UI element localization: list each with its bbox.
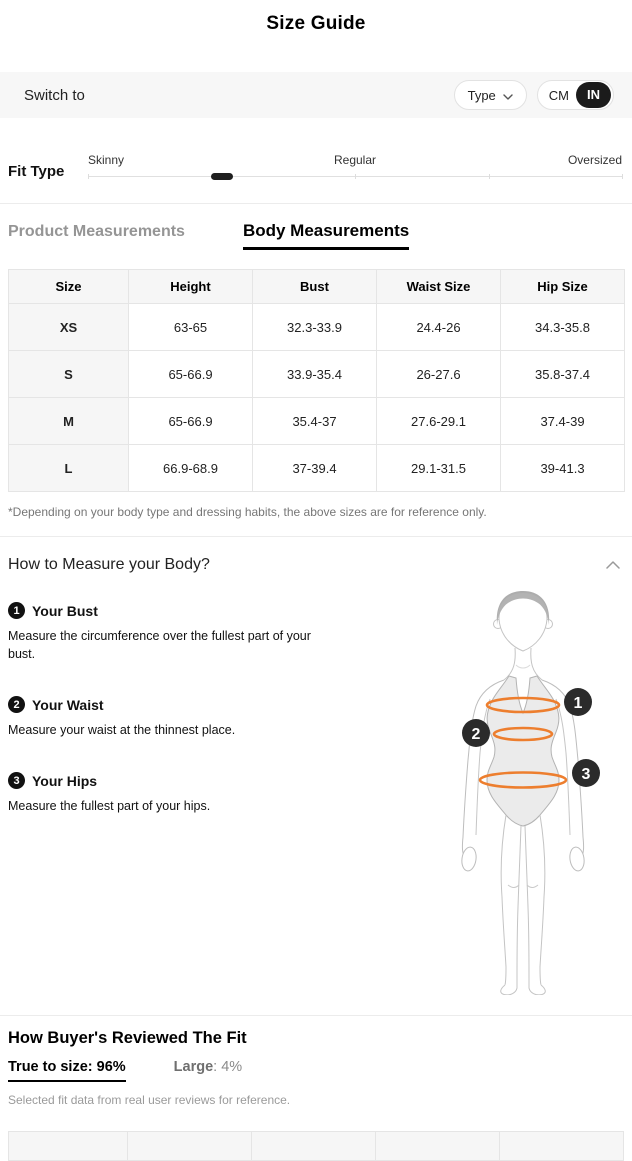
value-cell: 24.4-26 [377, 304, 501, 351]
svg-text:1: 1 [573, 695, 583, 712]
size-table-footnote: *Depending on your body type and dressing habits, the above sizes are for reference only. [8, 505, 487, 519]
figure-badge-2 [462, 719, 490, 747]
column-header-bust: Bust [253, 270, 377, 304]
body-figure-svg [446, 589, 624, 995]
value-cell: 37.4-39 [501, 398, 625, 445]
stat-large: Large: 4% [173, 1059, 243, 1075]
value-cell: 63-65 [129, 304, 253, 351]
value-cell: 39-41.3 [501, 445, 625, 492]
clipped-bottom-table [8, 1131, 624, 1161]
size-table-header-row [9, 270, 625, 304]
type-dropdown-button[interactable] [454, 80, 527, 110]
size-table [8, 269, 625, 492]
svg-text:2: 2 [471, 726, 481, 743]
value-cell: 66.9-68.9 [129, 445, 253, 492]
value-cell: 35.8-37.4 [501, 351, 625, 398]
value-cell: 65-66.9 [129, 398, 253, 445]
value-cell: 27.6-29.1 [377, 398, 501, 445]
fit-slider-tick [355, 174, 356, 179]
value-cell: 33.9-35.4 [253, 351, 377, 398]
value-cell: 32.3-33.9 [253, 304, 377, 351]
step-1-badge: 1 [8, 602, 25, 619]
figure-badge-3 [572, 759, 600, 787]
column-header-size: Size [9, 270, 129, 304]
measure-item-hips [8, 772, 430, 815]
measure-item-description: Measure the circumference over the fullest part of your bust. [8, 629, 311, 662]
tab-product-measurements[interactable]: Product Measurements [8, 223, 185, 240]
chevron-up-icon [606, 556, 620, 574]
svg-text:3: 3 [581, 766, 591, 783]
value-cell: 29.1-31.5 [377, 445, 501, 492]
column-header-hip: Hip Size [501, 270, 625, 304]
clipped-table-cell [500, 1131, 624, 1161]
value-cell: 26-27.6 [377, 351, 501, 398]
measurement-tabs [8, 221, 624, 250]
page-title: Size Guide [266, 13, 366, 34]
table-row [9, 398, 625, 445]
value-cell: 34.3-35.8 [501, 304, 625, 351]
fit-type-section [0, 153, 632, 181]
switch-to-label: Switch to [24, 86, 85, 104]
step-2-badge: 2 [8, 696, 25, 713]
fit-option-oversized: Oversized [567, 153, 622, 167]
measure-item-title: Your Bust [32, 602, 98, 619]
measure-section-title: How to Measure your Body? [8, 556, 210, 573]
clipped-table-cell [8, 1131, 128, 1161]
fit-slider-track[interactable] [88, 173, 622, 181]
section-divider [0, 203, 632, 204]
table-row [9, 351, 625, 398]
measure-item-title: Your Hips [32, 772, 98, 789]
type-dropdown-label: Type [467, 87, 496, 103]
fit-type-options [88, 153, 622, 168]
unit-option-cm[interactable]: CM [548, 87, 569, 103]
switch-controls [454, 80, 614, 110]
size-cell: L [9, 445, 129, 492]
measure-item-description: Measure the fullest part of your hips. [8, 799, 211, 814]
value-cell: 35.4-37 [253, 398, 377, 445]
measure-item-description: Measure your waist at the thinnest place. [8, 723, 236, 738]
fit-option-skinny: Skinny [88, 153, 125, 167]
section-divider [0, 1015, 632, 1016]
fit-slider-handle[interactable] [211, 173, 233, 180]
size-cell: XS [9, 304, 129, 351]
value-cell: 65-66.9 [129, 351, 253, 398]
table-row [9, 304, 625, 351]
fit-type-slider[interactable] [88, 153, 622, 181]
figure-badge-1 [564, 688, 592, 716]
fit-type-label: Fit Type [8, 163, 65, 180]
column-header-waist: Waist Size [377, 270, 501, 304]
measure-item-bust [8, 602, 430, 663]
table-row [9, 445, 625, 492]
value-cell: 37-39.4 [253, 445, 377, 492]
fit-slider-tick [489, 174, 490, 179]
unit-option-in-selected[interactable]: IN [576, 82, 611, 108]
chevron-down-icon [503, 88, 513, 103]
measure-instructions [8, 578, 446, 1000]
fit-slider-tick [88, 174, 89, 179]
section-divider [0, 536, 632, 537]
column-header-height: Height [129, 270, 253, 304]
stat-true-to-size: True to size: 96% [8, 1059, 126, 1082]
step-3-badge: 3 [8, 772, 25, 789]
tab-body-measurements[interactable]: Body Measurements [243, 221, 409, 250]
measure-section-body [0, 578, 632, 1000]
clipped-table-cell [376, 1131, 500, 1161]
size-cell: S [9, 351, 129, 398]
measure-item-title: Your Waist [32, 696, 104, 713]
measure-item-waist [8, 696, 430, 739]
body-measurement-illustration [446, 589, 624, 1000]
clipped-table-cell [252, 1131, 376, 1161]
review-note: Selected fit data from real user reviews for reference. [8, 1093, 291, 1107]
clipped-table-cell [128, 1131, 252, 1161]
unit-toggle[interactable] [537, 80, 614, 110]
switch-bar [0, 72, 632, 118]
review-section-title: How Buyer's Reviewed The Fit [8, 1029, 247, 1047]
fit-review-stats [8, 1059, 624, 1082]
fit-slider-tick [622, 174, 623, 179]
collapse-section-button[interactable] [602, 552, 624, 578]
measure-section-header[interactable] [8, 552, 624, 578]
size-cell: M [9, 398, 129, 445]
fit-option-regular: Regular [333, 153, 377, 167]
